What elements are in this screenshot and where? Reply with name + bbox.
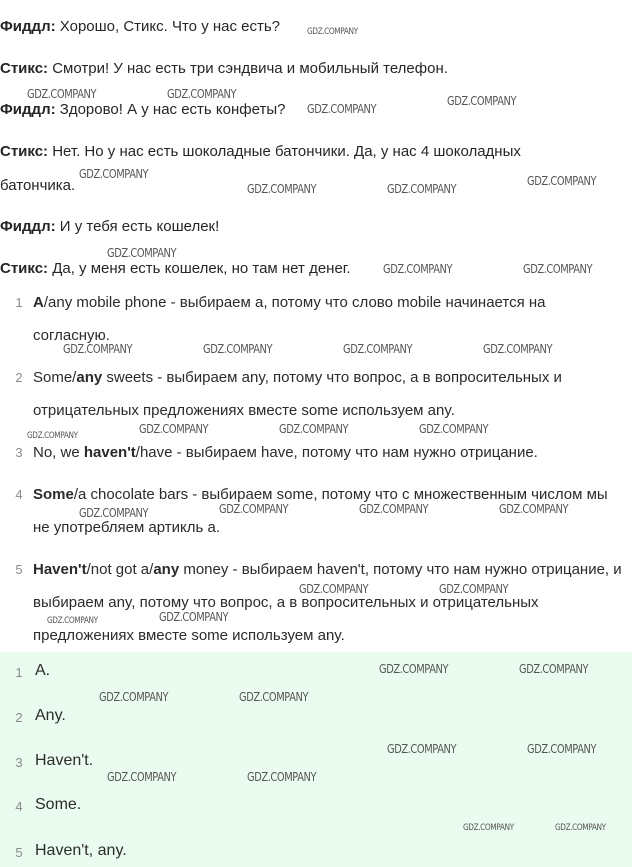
item-number: 1 — [15, 665, 23, 680]
watermark: GDZ.COMPANY — [499, 502, 569, 516]
watermark: GDZ.COMPANY — [139, 422, 209, 436]
watermark: GDZ.COMPANY — [343, 342, 413, 356]
watermark: GDZ.COMPANY — [79, 167, 149, 181]
dialogue-text: Смотри! У нас есть три сэндвича и мобильный телефон. — [48, 60, 448, 77]
explanation-text: Some/any sweets - выбираем any, потому что вопрос, а в вопросительных и отрицательных предложениях вместе some используем any. — [33, 369, 562, 419]
item-number: 4 — [15, 799, 23, 814]
item-number: 5 — [15, 845, 23, 860]
watermark: GDZ.COMPANY — [159, 610, 229, 624]
watermark: GDZ.COMPANY — [239, 690, 309, 704]
speaker-label: Стикс: — [0, 260, 49, 277]
speaker-label: Фиддл: — [0, 18, 56, 35]
dialogue-line — [0, 260, 351, 278]
watermark: GDZ.COMPANY — [107, 246, 177, 260]
watermark: GDZ.COMPANY — [555, 823, 606, 833]
watermark: GDZ.COMPANY — [79, 506, 149, 520]
explanation-item — [0, 361, 632, 427]
watermark: GDZ.COMPANY — [63, 342, 133, 356]
watermark: GDZ.COMPANY — [447, 94, 517, 108]
watermark: GDZ.COMPANY — [527, 742, 597, 756]
item-number: 3 — [15, 755, 23, 770]
dialogue-text: Здорово! А у нас есть конфеты? — [55, 101, 286, 118]
answer-text: Any. — [35, 707, 66, 724]
dialogue-text: Хорошо, Стикс. Что у нас есть? — [55, 18, 281, 35]
explanation-text: A/any mobile phone - выбираем a, потому что слово mobile начинается на согласную. — [33, 294, 546, 344]
item-number: 1 — [15, 295, 23, 310]
watermark: GDZ.COMPANY — [383, 262, 453, 276]
watermark: GDZ.COMPANY — [379, 662, 449, 676]
watermark: GDZ.COMPANY — [27, 431, 78, 441]
answer-text: Some. — [35, 796, 82, 813]
watermark: GDZ.COMPANY — [299, 582, 369, 596]
watermark: GDZ.COMPANY — [463, 823, 514, 833]
dialogue-text: Нет. Но у нас есть шоколадные батончики. Да, у нас 4 шоколадных — [48, 143, 521, 160]
dialogue-line — [0, 218, 219, 236]
dialogue-text: Да, у меня есть кошелек, но там нет денег. — [48, 260, 351, 277]
explanation-text: No, we haven't/have - выбираем have, потому что нам нужно отрицание. — [33, 444, 538, 461]
watermark: GDZ.COMPANY — [219, 502, 289, 516]
dialogue-line — [0, 101, 285, 119]
explanation-item — [0, 436, 632, 469]
dialogue-line — [0, 60, 448, 78]
watermark: GDZ.COMPANY — [523, 262, 593, 276]
speaker-label: Стикс: — [0, 143, 49, 160]
answer-text: Haven't. — [35, 752, 94, 769]
answers-panel — [0, 652, 632, 867]
item-number: 5 — [15, 562, 23, 577]
speaker-label: Фиддл: — [0, 218, 56, 235]
dialogue-line — [0, 18, 280, 36]
watermark: GDZ.COMPANY — [387, 742, 457, 756]
watermark: GDZ.COMPANY — [387, 182, 457, 196]
speaker-label: Стикс: — [0, 60, 49, 77]
watermark: GDZ.COMPANY — [107, 770, 177, 784]
dialogue-text: И у тебя есть кошелек! — [55, 218, 220, 235]
dialogue-text: батончика. — [0, 177, 76, 194]
answer-text: A. — [35, 662, 51, 679]
item-number: 3 — [15, 445, 23, 460]
dialogue-line — [0, 177, 75, 195]
watermark: GDZ.COMPANY — [27, 87, 97, 101]
item-number: 2 — [15, 370, 23, 385]
watermark: GDZ.COMPANY — [519, 662, 589, 676]
dialogue-line — [0, 143, 521, 161]
explanation-text: Haven't/not got a/any money - выбираем haven't, потому что нам нужно отрицание, и выбираем any, потому что вопрос, а в вопросительных и отрицательных предложениях вместе some используем any. — [33, 561, 622, 644]
watermark: GDZ.COMPANY — [167, 87, 237, 101]
explanation-text: Some/a chocolate bars - выбираем some, потому что с множественным числом мы не употребляем артикль a. — [33, 486, 608, 536]
watermark: GDZ.COMPANY — [527, 174, 597, 188]
watermark: GDZ.COMPANY — [419, 422, 489, 436]
watermark: GDZ.COMPANY — [47, 616, 98, 626]
watermark: GDZ.COMPANY — [359, 502, 429, 516]
watermark: GDZ.COMPANY — [99, 690, 169, 704]
answer-text: Haven't, any. — [35, 842, 127, 859]
watermark: GDZ.COMPANY — [279, 422, 349, 436]
watermark: GDZ.COMPANY — [203, 342, 273, 356]
explanation-item — [0, 553, 632, 652]
watermark: GDZ.COMPANY — [247, 182, 317, 196]
item-number: 2 — [15, 710, 23, 725]
watermark: GDZ.COMPANY — [307, 102, 377, 116]
watermark: GDZ.COMPANY — [439, 582, 509, 596]
item-number: 4 — [15, 487, 23, 502]
watermark: GDZ.COMPANY — [307, 27, 358, 37]
watermark: GDZ.COMPANY — [247, 770, 317, 784]
watermark: GDZ.COMPANY — [483, 342, 553, 356]
speaker-label: Фиддл: — [0, 101, 56, 118]
